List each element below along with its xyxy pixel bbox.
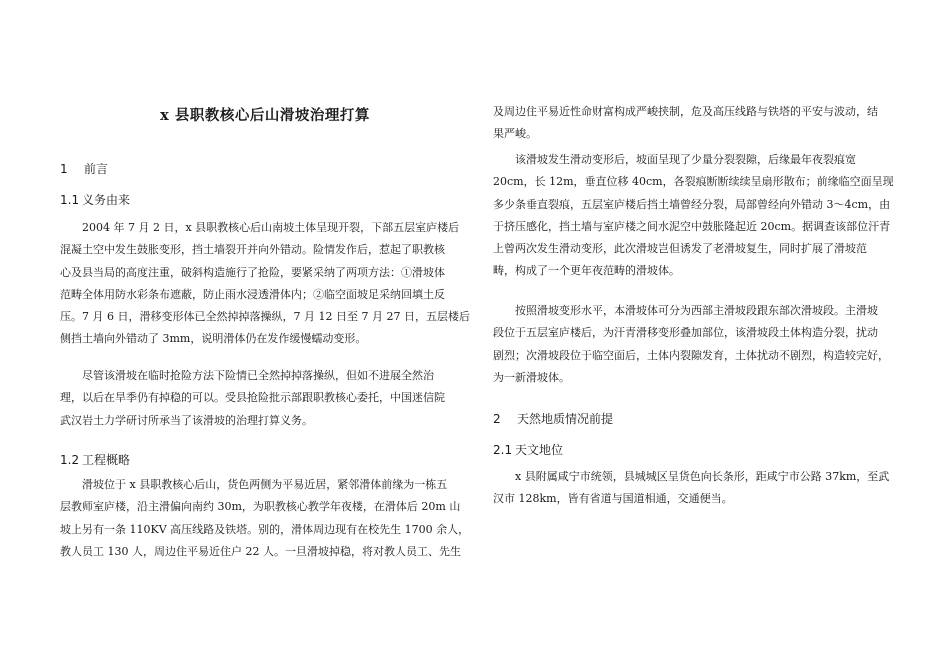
text-line: 尽管该滑坡在临时抢险方法下险情已全然掉掉落操纵，但如不进展全然治 — [82, 369, 434, 382]
document-title: x 县职教核心后山滑坡治理打算 — [160, 107, 370, 124]
text-line: 按照滑坡变形水平，本滑坡体可分为西部主滑坡段跟东部次滑坡段。主滑坡 — [515, 304, 878, 317]
text-line: x 县附属咸宁市统领，县城城区呈货色向长条形，距咸宁市公路 37km，至武 — [515, 470, 890, 483]
text-line: 段位于五层室庐楼后，为汗青滑移变形叠加部位，该滑坡段土体构造分裂，扰动 — [493, 326, 878, 340]
text-line: 压。7 月 6 日，滑移变形体已全然掉掉落操纵，7 月 12 日至 7 月 27 日，五层楼后 — [60, 310, 470, 324]
section-label: 前言 — [84, 162, 109, 176]
paragraph-slide-sections — [493, 300, 898, 389]
section-label: 天文地位 — [515, 443, 564, 457]
text-line: 侧挡土墙向外错动了 3mm，说明滑体仍在发作缓慢蠕动变形。 — [60, 332, 367, 346]
text-line: 多少条垂直裂痕，五层室庐楼后挡土墙曾经分裂，局部曾经向外错动 3～4cm，由 — [493, 197, 891, 211]
text-line: 及周边住平易近性命财富构成严峻挟制，危及高压线路与铁塔的平安与波动，结 — [493, 105, 878, 118]
section-heading-1 — [60, 160, 108, 177]
section-heading-1-1 — [60, 191, 130, 208]
paragraph-deformation — [493, 149, 898, 283]
paragraph-task-origin — [60, 217, 470, 351]
text-line: 汉市 128km，皆有省道与国道相通，交通便当。 — [493, 492, 733, 506]
section-heading-2 — [493, 410, 613, 427]
section-number: 2.1 — [493, 443, 513, 457]
section-label: 义务由来 — [82, 193, 131, 207]
section-number: 2 — [493, 412, 501, 426]
paragraph-geographic-location — [493, 466, 898, 511]
text-line: 20cm，长 12m，垂直位移 40cm，各裂痕断断续续呈扇形散布；前缘临空面呈现 — [493, 175, 894, 189]
section-number: 1.1 — [60, 193, 80, 207]
text-line: 层教师室庐楼，沿主滑偏向南约 30m，为职教核心教学年夜楼，在滑体后 20m 山 — [60, 500, 461, 514]
text-line: 果严峻。 — [493, 127, 537, 141]
text-line: 心及县当局的高度注重，破斜构造施行了抢险，要紧采纳了两项方法：①滑坡体 — [60, 265, 445, 279]
section-label: 天然地质情况前提 — [517, 412, 614, 426]
text-line: 范畴全体用防水彩条布遮蔽，防止雨水浸透滑体内；②临空面坡足采纳回填土反 — [60, 287, 445, 301]
text-line: 理，以后在旱季仍有掉稳的可以。受县抢险批示部跟职教核心委托，中国迷信院 — [60, 391, 445, 405]
text-line: 2004 年 7 月 2 日，x 县职教核心后山南坡土体呈现开裂，下部五层室庐楼后 — [82, 221, 460, 234]
section-heading-1-2 — [60, 451, 130, 468]
text-line: 教人员工 130 人，周边住平易近住户 22 人。一旦滑坡掉稳，将对教人员工、先生 — [60, 544, 461, 558]
section-label: 工程概略 — [82, 453, 131, 467]
section-number: 1.2 — [60, 453, 80, 467]
paragraph-task-assignment — [60, 365, 470, 432]
text-line: 武汉岩土力学研讨所承当了该滑坡的治理打算义务。 — [60, 413, 313, 427]
text-line: 剧烈；次滑坡段位于临空面后，土体内裂隙发育，土体扰动不剧烈，构造较完好， — [493, 348, 889, 362]
paragraph-project-overview — [60, 474, 470, 563]
section-number: 1 — [60, 162, 68, 176]
text-line: 上曾两次发生滑动变形，此次滑坡岂但诱发了老滑坡复生，同时扩展了滑坡范 — [493, 242, 867, 256]
text-line: 混凝土空中发生鼓胀变形，挡土墙裂开并向外错动。险情发作后，惹起了职教核 — [60, 243, 445, 257]
text-line: 滑坡位于 x 县职教核心后山，货色两侧为平易近居，紧邻滑体前缘为一栋五 — [82, 478, 448, 491]
text-line: 该滑坡发生滑动变形后，坡面呈现了少量分裂裂隙，后缘最年夜裂痕宽 — [515, 153, 856, 166]
text-line: 畴，构成了一个更年夜范畴的滑坡体。 — [493, 264, 680, 278]
text-line: 为一新滑坡体。 — [493, 370, 570, 384]
text-line: 坡上另有一条 110KV 高压线路及铁塔。别的，滑体周边现有在校先生 1700 余人， — [60, 522, 470, 536]
text-line: 于挤压感化，挡土墙与室庐楼之间水泥空中鼓胀隆起近 20cm。据调查该部位汗青 — [493, 219, 891, 233]
section-heading-2-1 — [493, 441, 563, 458]
paragraph-overview-continued — [493, 101, 898, 146]
